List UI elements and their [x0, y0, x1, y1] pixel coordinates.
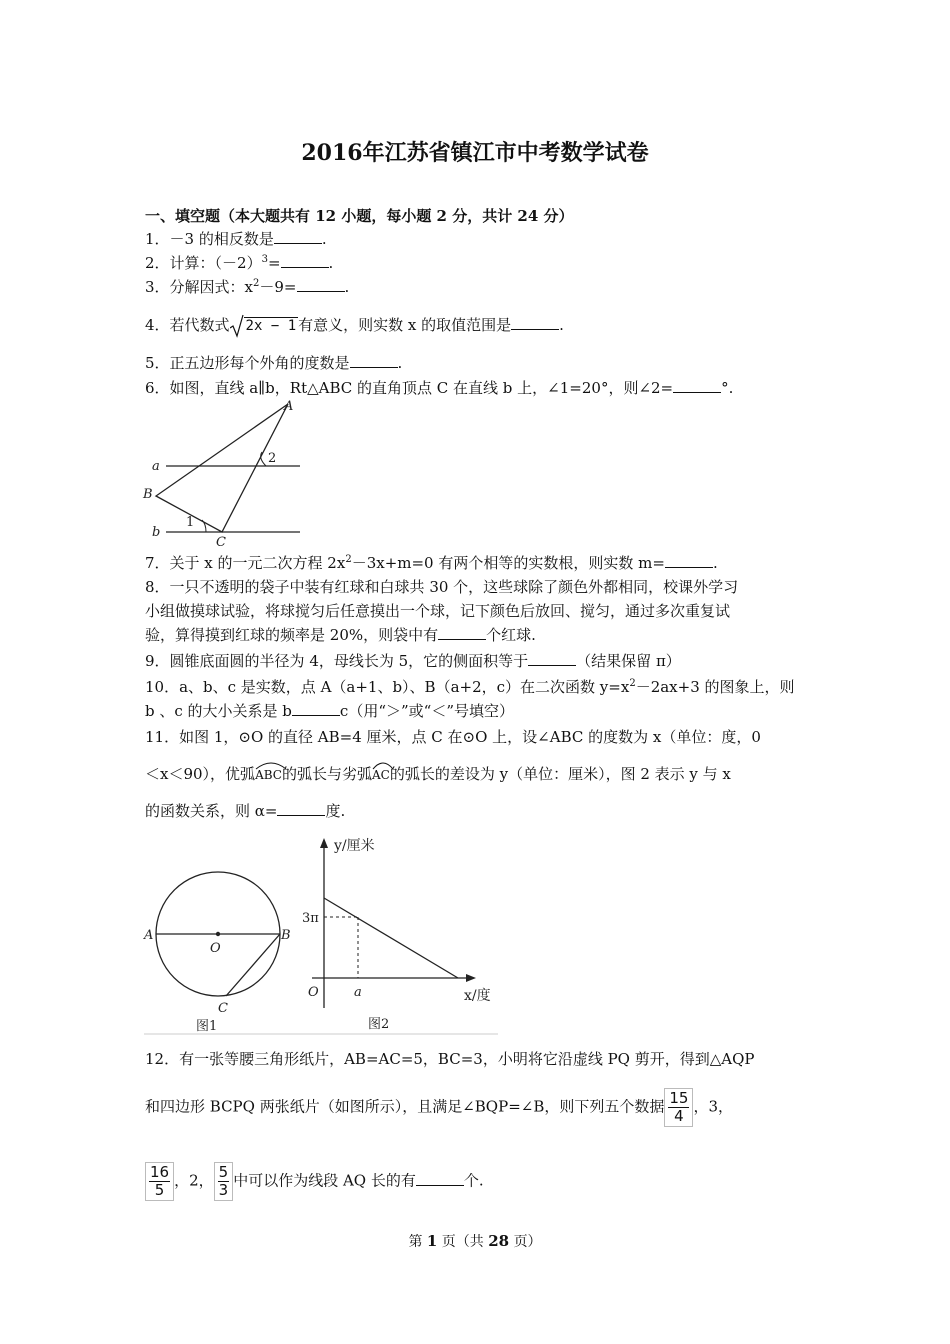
question-7: 7．关于 x 的一元二次方程 $2x^2-3x+m=0$ 有两个相等的实数根，则实数 m= .	[145, 554, 718, 572]
question-8-line-2: 小组做摸球试验，将球搅匀后任意摸出一个球，记下颜色后放回、搅匀，通过多次重复试	[145, 602, 731, 620]
fraction-16-5: $\frac{16}{5}$	[145, 1162, 174, 1201]
question-2: 2．计算：$(-2)^3=$ .	[145, 254, 334, 272]
fig2-y-label: y/厘米	[334, 838, 375, 854]
x-axis-arrow	[466, 974, 476, 982]
page-footer: 第 1 页（共 28 页）	[408, 1232, 542, 1250]
triangle-abc	[156, 404, 288, 532]
question-12-line-1: 12．有一张等腰三角形纸片，AB=AC=5，BC=3，小明将它沿虚线 PQ 剪开，得到△AQP	[145, 1050, 755, 1068]
current-page: 1	[426, 1232, 438, 1250]
question-8-line-3: 验，算得摸到红球的频率是 20%，则袋中有 个红球.	[145, 626, 536, 644]
fig2-origin: O	[308, 985, 319, 1000]
label-b: b	[152, 525, 161, 540]
label-angle-1: 1	[186, 515, 195, 530]
question-4: 4．若代数式 2x − 1 有意义，则实数 x 的取值范围是 .	[145, 316, 564, 334]
question-5: 5．正五边形每个外角的度数是 .	[145, 354, 403, 372]
question-9: 9．圆锥底面圆的半径为 4，母线长为 5，它的侧面积等于 （结果保留 π）	[145, 652, 681, 670]
page-title: 2016年江苏省镇江市中考数学试卷	[301, 140, 649, 166]
question-10-line-1: 10．a、b、c 是实数，点 A（a+1、b）、B（a+2，c）在二次函数 $y=x^2-2ax+3$ 的图象上，则	[145, 678, 795, 696]
question-12-line-2: 和四边形 BCPQ 两张纸片（如图所示），且满足∠BQP=∠B，则下列五个数据 $\frac{15}{4}$ ，3，	[145, 1089, 733, 1125]
question-10-line-2: b 、c 的大小关系是 b c（用“＞”或“＜”号填空）	[145, 702, 514, 720]
label-angle-2: 2	[268, 451, 277, 466]
fig2-x-label: x/度	[464, 988, 491, 1004]
label-a: a	[152, 459, 160, 474]
fig2-label-3pi: 3π	[302, 911, 319, 926]
section-heading: 一、填空题（本大题共有 12 小题，每小题 2 分，共计 24 分）	[145, 207, 574, 225]
fig1-label-O: O	[210, 941, 221, 956]
question-6: 6．如图，直线 a∥b，Rt△ABC 的直角顶点 C 在直线 b 上，∠1=20°，则∠2= °.	[145, 379, 734, 397]
question-12-line-3: $\frac{16}{5}$ ，2， $\frac{5}{3}$ 中可以作为线段 AQ 长的有 个.	[145, 1162, 484, 1201]
figure-q6	[140, 396, 305, 548]
fig1-label-B: B	[281, 928, 291, 943]
fraction-5-3: $\frac{5}{3}$	[214, 1162, 234, 1201]
y-axis-arrow	[320, 838, 328, 848]
question-1: 1．－3 的相反数是 .	[145, 230, 327, 248]
question-8-line-1: 8．一只不透明的袋子中装有红球和白球共 30 个，这些球除了颜色外都相同，校课外学习	[145, 578, 739, 596]
figure-q11	[140, 828, 502, 1038]
fraction-15-4: $\frac{15}{4}$	[664, 1088, 693, 1127]
label-A: A	[284, 399, 294, 414]
total-pages: 28	[488, 1232, 510, 1250]
arc-ac: AC	[372, 762, 390, 782]
angle-2-arc	[261, 452, 266, 466]
fig1-label-A: A	[144, 928, 154, 943]
question-3: 3．分解因式：$x^2-9=$ .	[145, 278, 350, 296]
question-11-line-3: 的函数关系，则 α= 度.	[145, 802, 346, 820]
fig2-label-a: a	[354, 985, 362, 1000]
center-point	[216, 932, 220, 936]
arc-abc: ABC	[255, 762, 282, 782]
sqrt-expression: 2x − 1	[230, 316, 299, 334]
question-11-line-1: 11．如图 1，⊙O 的直径 AB=4 厘米，点 C 在⊙O 上，设∠ABC 的度数为 x（单位：度，0	[145, 728, 761, 746]
label-B: B	[143, 487, 153, 502]
fig2-caption: 图2	[368, 1017, 390, 1032]
fig1-label-C: C	[218, 1001, 228, 1016]
fig1-caption: 图1	[196, 1019, 218, 1034]
function-line	[324, 898, 458, 978]
question-11-line-2: ＜x＜90），优弧 ABC的弧长与劣弧 AC的弧长的差设为 y（单位：厘米），图 2 表示 y 与 x	[145, 762, 731, 784]
label-C: C	[216, 535, 226, 548]
